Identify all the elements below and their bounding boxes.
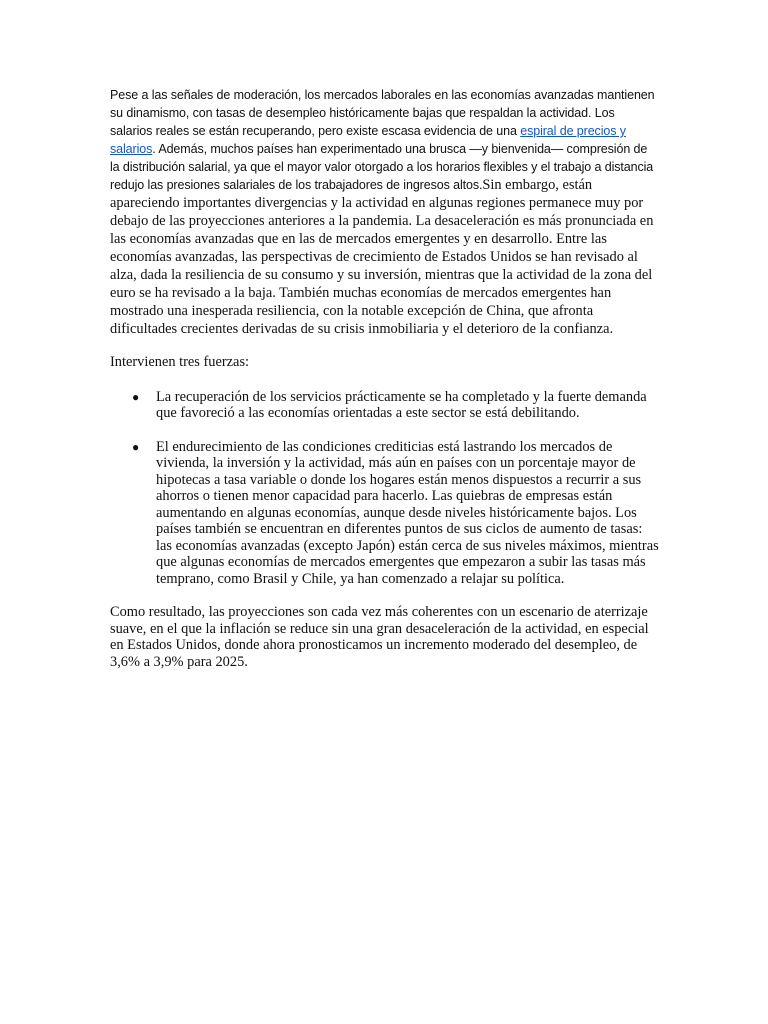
paragraph-sans-text-continued: . Además, muchos países han experimentado una brusca —y bienvenida— compresión de la distribución salarial, ya que el mayor valor otorgado a los horarios flexibles y el trabajo a distancia redujo las presiones salariales de los trabajadores de ingresos altos. (110, 142, 654, 192)
list-item-text: El endurecimiento de las condiciones crediticias está lastrando los mercados de vivienda, la inversión y la actividad, más aún en países con un porcentaje mayor de hipotecas a tasa variable o donde los hogares están menos dispuestos a recurrir a sus ahorros o tienen menor capacidad para hacerlo. Las quiebras de empresas están aumentando en algunas economías, aunque desde niveles históricamente bajos. Los países también se encuentran en diferentes puntos de sus ciclos de aumento de tasas: las economías avanzadas (excepto Japón) están cerca de sus niveles máximos, mientras que algunas economías de mercados emergentes que empezaron a subir las tasas más temprano, como Brasil y Chile, ya han comenzado a relajar su política. (156, 438, 659, 587)
list-item (110, 389, 660, 422)
price-wage-spiral-link[interactable]: espiral de precios y salarios (110, 124, 626, 156)
paragraph-intervienen: Intervienen tres fuerzas: (110, 354, 250, 370)
paragraph-serif-text: Sin embargo, están apareciendo importantes divergencias y la actividad en algunas regiones permanece muy por debajo de las proyecciones anteriores a la pandemia. La desaceleración es más pronunciada en las economías avanzadas que en las de mercados emergentes y en desarrollo. Entre las economías avanzadas, las perspectivas de crecimiento de Estados Unidos se han revisado al alza, dada la resiliencia de su consumo y su inversión, mientras que la actividad de la zona del euro se ha revisado a la baja. También muchas economías de mercados emergentes han mostrado una inesperada resiliencia, con la notable excepción de China, que afronta dificultades crecientes derivadas de su crisis inmobiliaria y el deterioro de la confianza. (110, 177, 654, 337)
forces-list (110, 389, 660, 588)
paragraph-labor-markets (110, 86, 660, 338)
document-body (110, 86, 660, 670)
list-item (110, 439, 660, 588)
paragraph-result: Como resultado, las proyecciones son cada vez más coherentes con un escenario de aterrizaje suave, en el que la inflación se reduce sin una gran desaceleración de la actividad, en especial en Estados Unidos, donde ahora pronosticamos un incremento moderado del desempleo, de 3,6% a 3,9% para 2025. (110, 604, 649, 670)
list-item-text: La recuperación de los servicios prácticamente se ha completado y la fuerte demanda que favoreció a las economías orientadas a este sector se está debilitando. (156, 388, 647, 421)
bullet-icon: ● (132, 389, 140, 404)
paragraph-sans-text: Pese a las señales de moderación, los mercados laborales en las economías avanzadas mantienen su dinamismo, con tasas de desempleo históricamente bajas que respaldan la actividad. Los salarios reales se están recuperando, pero existe escasa evidencia de una (110, 88, 655, 138)
bullet-icon: ● (132, 439, 140, 454)
